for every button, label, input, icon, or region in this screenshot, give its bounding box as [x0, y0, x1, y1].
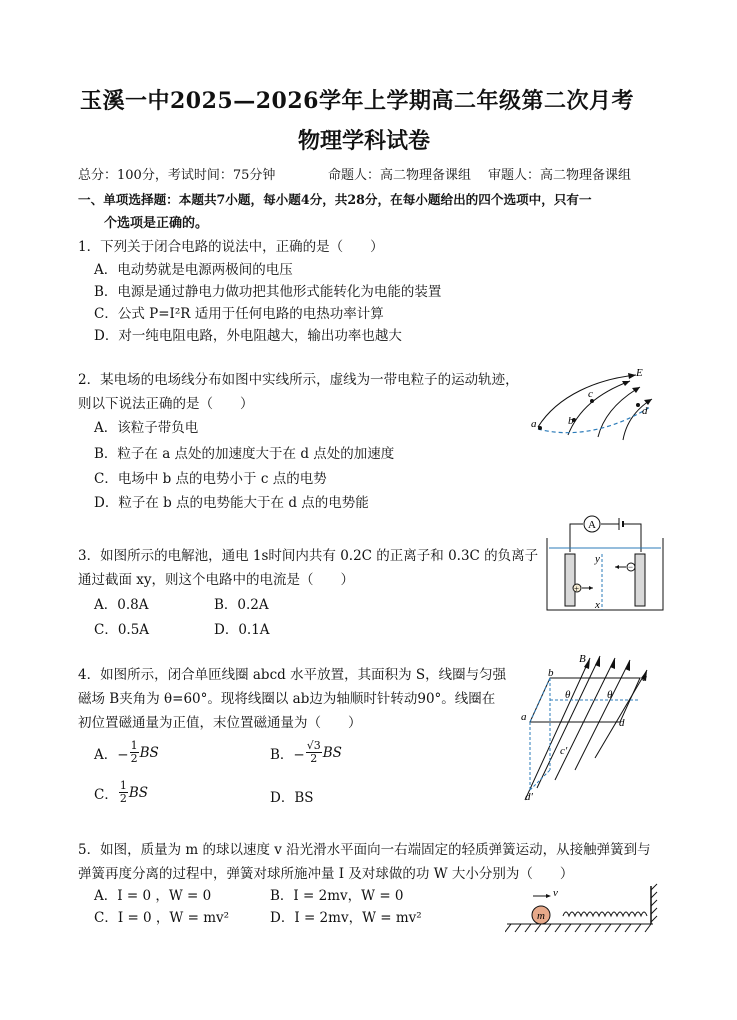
q4-option-d: D．BS [270, 790, 314, 806]
q4-option-b-fraction [306, 740, 322, 765]
q5-stem-cont: 弹簧再度分离的过程中，弹簧对球所施冲量 I 及对球做的功 W 大小分别为（ ） [78, 866, 574, 882]
exam-subtitle: 物理学科试卷 [298, 128, 431, 154]
q4-option-a-tail: BS [139, 744, 159, 761]
q4-option-c [94, 780, 148, 805]
q4-option-a [94, 740, 159, 765]
electric-field-figure [528, 365, 658, 445]
q3-option-b: B．0.2A [214, 597, 269, 613]
fig2-label-c: c [588, 388, 593, 400]
fig2-label-a: a [531, 418, 537, 430]
q2-option-a: A．该粒子带负电 [94, 420, 199, 436]
q1-option-c: C．公式 P=I²R 适用于任何电路的电热功率计算 [94, 306, 384, 322]
q4-stem-cont2: 初位置磁通量为正值，末位置磁通量为（ ） [78, 715, 362, 731]
q4-option-b-den: 2 [310, 752, 318, 765]
cell-minus: − [628, 562, 634, 572]
q1-stem: 1．下列关于闭合电路的说法中，正确的是（ ） [78, 239, 384, 255]
q4-option-c-tail: BS [128, 784, 149, 801]
exam-title: 玉溪一中2025—2026学年上学期高二年级第二次月考 [80, 88, 634, 114]
q2-option-c: C．电场中 b 点的电势小于 c 点的电势 [94, 471, 327, 487]
q2-stem: 2．某电场的电场线分布如图中实线所示，虚线为一带电粒子的运动轨迹， [78, 372, 519, 388]
electrolytic-cell-figure [545, 512, 665, 614]
q2-option-d: D．粒子在 b 点的电势能大于在 d 点的电势能 [94, 495, 369, 511]
q4-option-b-prefix: B．− [270, 746, 305, 763]
q3-option-a: A．0.8A [94, 597, 149, 613]
q3-stem-cont: 通过截面 xy，则这个电路中的电流是（ ） [78, 572, 355, 588]
fig2-label-b: b [568, 415, 574, 427]
q1-option-b: B．电源是通过静电力做功把其他形式能转化为电能的装置 [94, 284, 442, 300]
q3-option-c: C．0.5A [94, 622, 150, 638]
fig2-label-e: E [636, 367, 643, 379]
section-heading-cont: 个选项是正确的。 [104, 216, 209, 231]
coil-label-theta2: θ [607, 689, 613, 701]
q5-stem: 5．如图，质量为 m 的球以速度 v 沿光滑水平面向一右端固定的轻质弹簧运动，从接触弹簧到与 [78, 842, 651, 858]
velocity-label-v: v [553, 887, 558, 899]
q4-option-a-fraction [130, 740, 139, 765]
reviewer: 审题人：高二物理备课组 [488, 168, 632, 183]
author: 命题人：高二物理备课组 [328, 168, 472, 183]
q2-stem-cont: 则以下说法正确的是（ ） [78, 396, 254, 412]
ball-label-m: m [537, 910, 545, 922]
cell-label-x: x [595, 599, 600, 611]
coil-label-a: a [521, 711, 527, 723]
q4-option-c-num: 1 [119, 779, 127, 792]
q4-option-b-num: √3 [306, 739, 321, 752]
score-time: 总分：100分，考试时间：75分钟 [78, 168, 276, 183]
cell-plus: + [574, 584, 580, 594]
coil-label-d-prime: d′ [525, 791, 533, 803]
q2-option-b: B．粒子在 a 点处的加速度大于在 d 点处的加速度 [94, 446, 395, 462]
q4-stem-cont: 磁场 B夹角为 θ=60°。现将线圈以 ab边为轴顺时针转动90°。线圈在 [78, 691, 496, 707]
q4-option-b [270, 740, 342, 765]
coil-label-c-prime: c′ [560, 745, 568, 757]
spring-figure [505, 882, 660, 934]
fig2-label-d: d [642, 405, 648, 417]
q4-option-a-num: 1 [130, 739, 138, 752]
q4-option-c-fraction [119, 780, 128, 805]
q4-option-c-den: 2 [119, 792, 127, 805]
coil-label-b-field: B [579, 653, 586, 665]
coil-label-b: b [548, 667, 554, 679]
ammeter-label: A [588, 519, 596, 531]
q4-option-a-den: 2 [130, 752, 138, 765]
coil-label-c: c [642, 672, 647, 684]
q5-option-c: C．I = 0 ，W = mv² [94, 910, 230, 926]
cell-label-y: y [595, 553, 600, 565]
coil-label-theta1: θ [565, 689, 571, 701]
q5-option-a: A．I = 0 ，W = 0 [94, 888, 212, 904]
q1-option-a: A．电动势就是电源两极间的电压 [94, 262, 293, 278]
section-heading: 一、单项选择题：本题共7小题，每小题4分，共28分，在每小题给出的四个选项中，只有一 [78, 192, 592, 207]
q4-option-b-tail: BS [322, 744, 342, 761]
q4-option-a-prefix: A．− [94, 746, 129, 763]
coil-label-d: d [619, 717, 625, 729]
q3-stem: 3．如图所示的电解池，通电 1s时间内共有 0.2C 的正离子和 0.3C 的负离子 [78, 548, 539, 564]
q4-stem: 4．如图所示，闭合单匝线圈 abcd 水平放置，其面积为 S，线圈与匀强 [78, 667, 507, 683]
coil-figure [515, 650, 665, 805]
q1-option-d: D．对一纯电阻电路，外电阻越大，输出功率也越大 [94, 328, 402, 344]
q3-option-d: D．0.1A [214, 622, 270, 638]
q5-option-d: D．I = 2mv，W = mv² [270, 910, 422, 926]
q5-option-b: B．I = 2mv，W = 0 [270, 888, 404, 904]
q4-option-c-prefix: C． [94, 786, 118, 803]
